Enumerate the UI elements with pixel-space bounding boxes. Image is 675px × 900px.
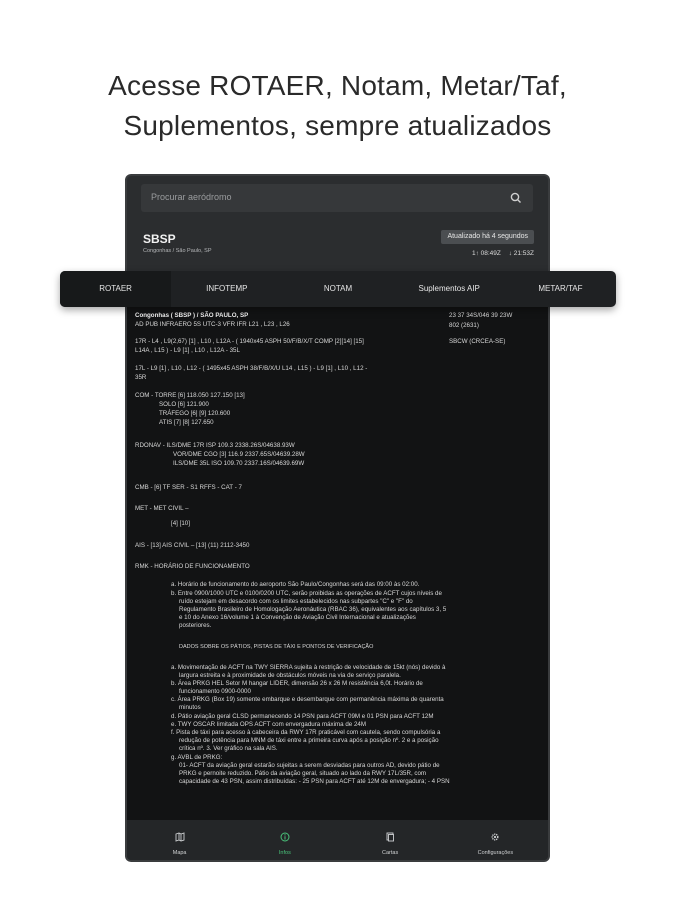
rotaer-line: Congonhas ( SBSP ) / SÃO PAULO, SP [135, 312, 249, 319]
rmk-line: redução de potência para MNM de táxi entre a primeira curva após a posição nº. 2 e a posição [179, 737, 439, 744]
tab-metar-taf[interactable]: METAR/TAF [538, 284, 583, 293]
rmk-line: b. Entre 0900/1000 UTC e 0100/0200 UTC, serão proibidas as operações de ACFT cujos níveis de [171, 590, 442, 597]
rmk-line: a. Movimentação de ACFT na TWY SIERRA sujeita à restrição de velocidade de 15kt (nós) devido à [171, 664, 446, 671]
rmk-line: e 10 do Anexo 16/volume 1 à Convenção de Aviação Civil Internacional e atualizações [179, 614, 416, 621]
airport-code: SBSP [143, 232, 176, 246]
rotaer-line: 17L - L9 [1] , L10 , L12 - ( 1495x45 ASPH 38/F/B/X/U L14 , L15 ) - L9 [1] , L10 , L12 - [135, 365, 368, 372]
rmk-line: minutos [179, 704, 201, 711]
rmk-line: RMK - HORÁRIO DE FUNCIONAMENTO [135, 563, 250, 570]
rmk-line: ruído estejam em desacordo com os limites estabelecidos nas subpartes "C" e "F" do [179, 598, 413, 605]
radio-line: ILS/DME 35L ISO 109.70 2337.16S/04639.69W [173, 460, 305, 467]
coordinates: 23 37 34S/046 39 23W [449, 312, 513, 319]
met-line: MET - MET CIVIL – [135, 505, 189, 512]
nav-label: Configurações [477, 850, 514, 856]
com-line: COM - TORRE [6] 118.050 127.150 [13] [135, 392, 245, 399]
rmk-line: posteriores. [179, 622, 212, 629]
rmk-line: b. Área PRKG HEL Setor M hangar LIDER, dimensão 26 x 26 M resistência 6,0t. Horário de [171, 680, 423, 687]
rmk-line: c. Área PRKG (Box 19) somente embarque e desembarque com permanência máxima de quarenta [171, 696, 444, 703]
rmk-line: funcionamento 0900-0000 [179, 688, 251, 695]
rmk-line: g. AVBL de PRKG: [171, 754, 223, 761]
rmk-line: 01- ACFT da aviação geral estarão sujeitas a serem desviadas para outros AD, devido pátio de [179, 762, 440, 769]
rmk-line: f. Pista de táxi para acesso à cabeceira da RWY 17R praticável com cautela, sendo compulsória a [171, 729, 441, 736]
rotaer-content[interactable] [127, 306, 548, 820]
rmk-line: crítica nº. 3. Ver gráfico na sala AIS. [179, 745, 278, 752]
tab-suplementos-aip[interactable]: Suplementos AIP [418, 284, 480, 293]
rmk-line: Regulamento Brasileiro de Homologação Aeronáutica (RBAC 36), equivalentes aos capítulos 3, 5 [179, 606, 447, 613]
radio-line: RDONAV - ILS/DME 17R ISP 109.3 2338.26S/04638.93W [135, 442, 295, 449]
nav-mapa[interactable] [127, 820, 232, 860]
charts-icon [385, 832, 395, 842]
rotaer-line: 17R - L4 , L9(2,67) [1] , L10 , L12A - ( 1940x45 ASPH 50/F/B/X/T COMP [2][14] [15] [135, 338, 364, 345]
ais-line: AIS - [13] AIS CIVIL – [13] (11) 2112-3450 [135, 542, 250, 549]
met-line: [4] [10] [171, 520, 190, 527]
map-icon [175, 832, 185, 842]
tab-notam[interactable]: NOTAM [323, 284, 353, 293]
nav-infos[interactable] [232, 820, 337, 860]
nav-label: Cartas [382, 850, 399, 856]
rmk-heading: DADOS SOBRE OS PÁTIOS, PISTAS DE TÁXI E PONTOS DE VERIFICAÇÃO [179, 644, 374, 650]
tab-infotemp[interactable]: INFOTEMP [206, 284, 248, 293]
rmk-line: e. TWY OSCAR limitada OPS ACFT com envergadura máxima de 24M [171, 721, 366, 728]
rmk-line: d. Pátio aviação geral CLSD permanecendo 14 PSN para ACFT 09M e 01 PSN para ACFT 12M [171, 713, 434, 720]
radio-line: VOR/DME CGO [3] 116.9 2337.65S/04639.28W [173, 451, 305, 458]
elevation: 802 (2631) [449, 322, 479, 329]
rmk-line: largura estreita e à proximidade de obstáculos móveis na via de serviço paralela. [179, 672, 401, 679]
fir: SBCW (CRCEA-SE) [449, 338, 506, 345]
bottom-navigation [127, 820, 548, 860]
search-icon[interactable] [509, 191, 523, 205]
rotaer-line: 35R [135, 374, 147, 381]
sunrise-time: 1↑ 08:49Z [471, 250, 501, 257]
nav-cartas[interactable] [338, 820, 443, 860]
tab-rotaer[interactable]: ROTAER [60, 271, 171, 307]
headline-line-1: Acesse ROTAER, Notam, Metar/Taf, [108, 70, 567, 101]
search-bar[interactable] [141, 184, 533, 212]
search-placeholder[interactable]: Procurar aeródromo [151, 192, 232, 202]
tab-bar [60, 271, 616, 307]
rotaer-line: L14A , L15 ) - L9 [1] , L10 , L12A - 35L [135, 347, 240, 354]
nav-label: Mapa [172, 850, 187, 856]
updated-badge: Atualizado há 4 segundos [441, 230, 534, 244]
rmk-line: a. Horário de funcionamento do aeroporto São Paulo/Congonhas será das 09:00 às 02:00. [171, 581, 420, 588]
com-line: TRÁFEGO [6] [9] 120.600 [159, 410, 231, 417]
nav-configuracoes[interactable] [443, 820, 548, 860]
airport-city: Congonhas / São Paulo, SP [143, 248, 212, 254]
headline [0, 66, 675, 146]
rmk-line: capacidade de 43 PSN, assim distribuídas: - 25 PSN para ACFT até 12M de envergadura; - 4 PSN [179, 778, 450, 785]
com-line: SOLO [6] 121.900 [159, 401, 209, 408]
info-icon [280, 832, 290, 842]
com-line: ATIS [7] [8] 127.650 [159, 419, 214, 426]
nav-label: Infos [278, 850, 291, 856]
cmb-line: CMB - [6] TF SER - S1 RFFS - CAT - 7 [135, 484, 242, 491]
rmk-line: PRKG e pernoite reduzido. Pátio da aviação geral, situado ao lado da RWY 17L/35R, com [179, 770, 427, 777]
headline-line-2: Suplementos, sempre atualizados [123, 110, 552, 141]
sun-times [466, 250, 534, 257]
rotaer-line: AD PUB INFRAERO 5S UTC-3 VFR IFR L21 , L23 , L26 [135, 321, 290, 328]
sunset-time: ↓ 21:53Z [508, 250, 534, 257]
gear-icon [490, 832, 500, 842]
